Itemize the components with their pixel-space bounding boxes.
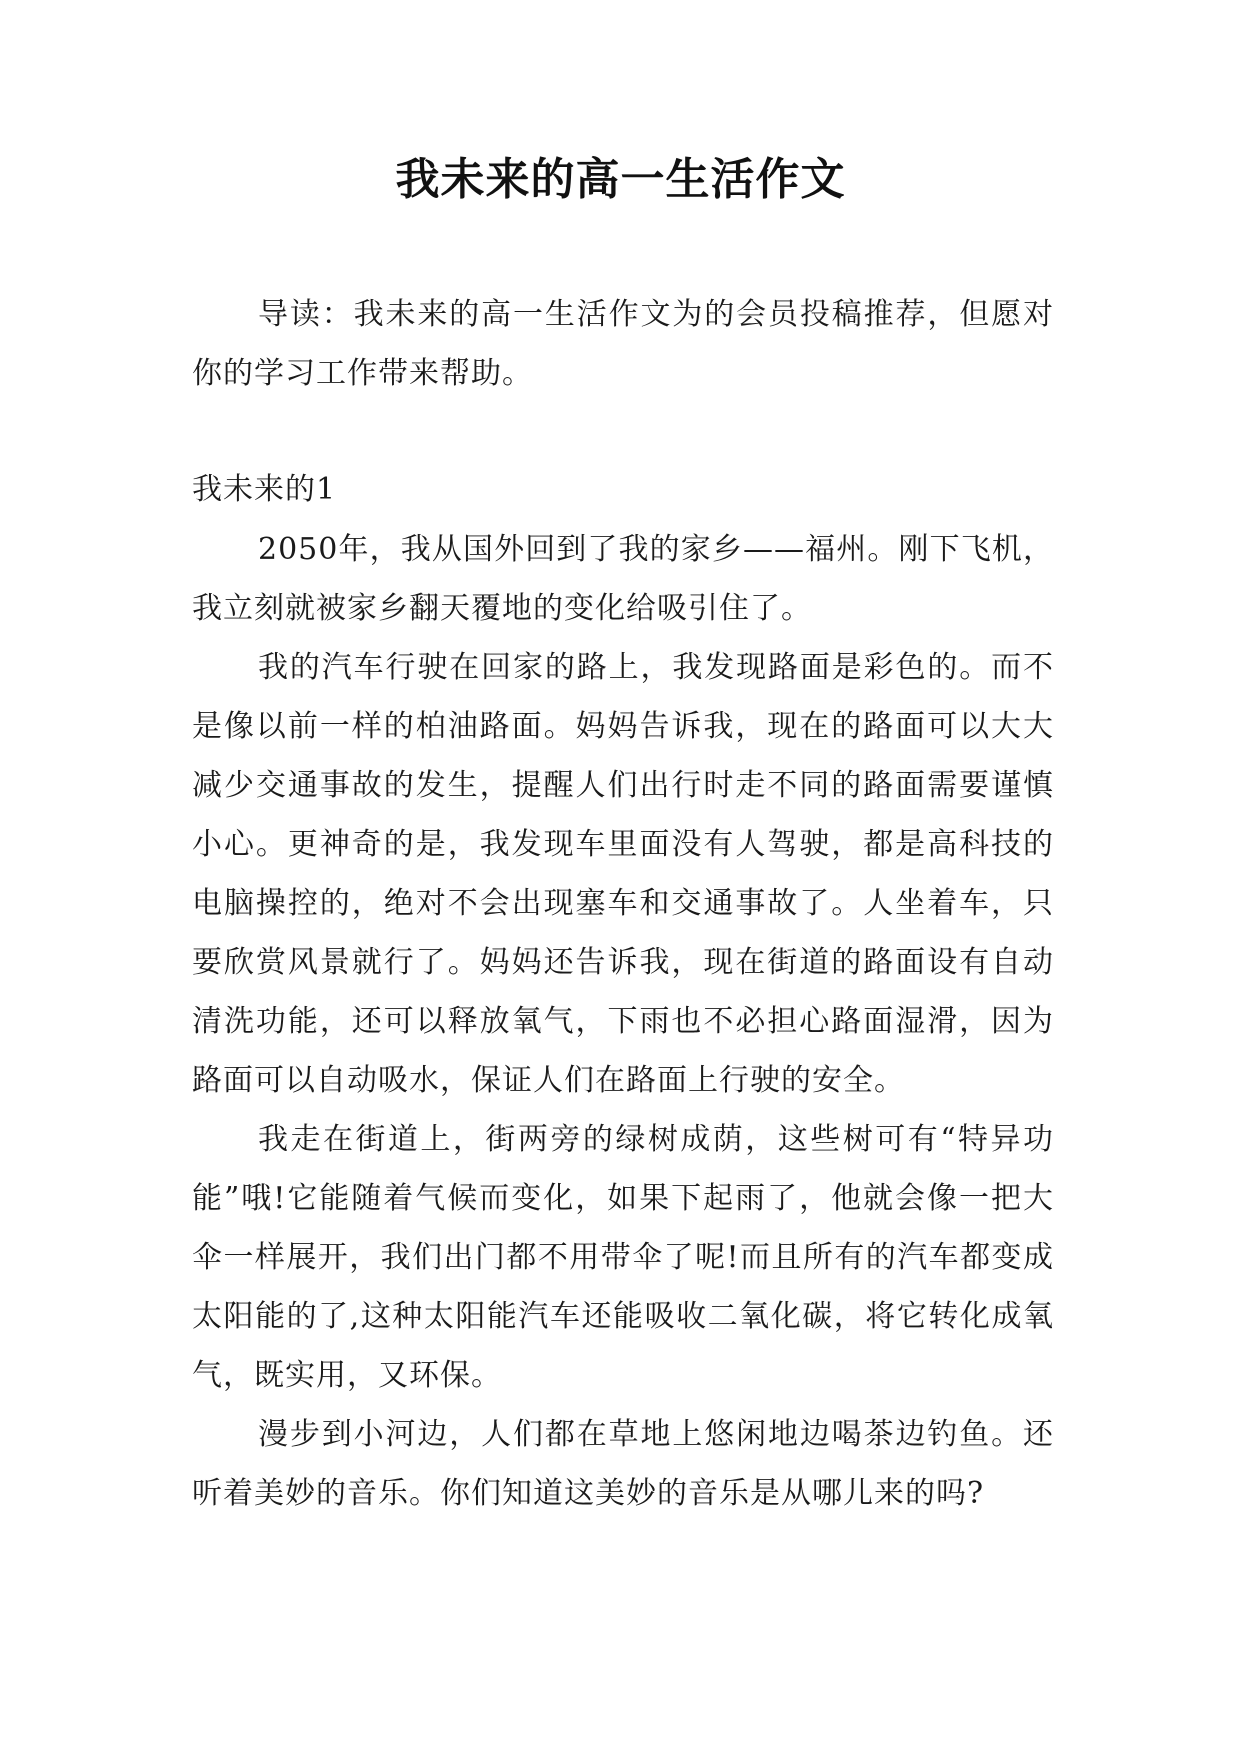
intro-text: 导读：我未来的高一生活作文为的会员投稿推荐，但愿对你的学习工作带来帮助。: [192, 297, 1054, 391]
page-title: 我未来的高一生活作文: [395, 154, 846, 205]
intro-paragraph: [192, 285, 1054, 403]
essay-body: [192, 520, 1054, 1523]
essay-paragraph: 2050年，我从国外回到了我的家乡——福州。刚下飞机，我立刻就被家乡翻天覆地的变化给吸引住了。: [192, 532, 1054, 626]
section-heading-block: [192, 460, 1054, 519]
essay-paragraph: 我的汽车行驶在回家的路上，我发现路面是彩色的。而不是像以前一样的柏油路面。妈妈告诉我，现在的路面可以大大减少交通事故的发生，提醒人们出行时走不同的路面需要谨慎小心。更神奇的是，我发现车里面没有人驾驶，都是高科技的电脑操控的，绝对不会出现塞车和交通事故了。人坐着车，只要欣赏风景就行了。妈妈还告诉我，现在街道的路面设有自动清洗功能，还可以释放氧气，下雨也不必担心路面湿滑，因为路面可以自动吸水，保证人们在路面上行驶的安全。: [192, 650, 1054, 1098]
essay-paragraph: 我走在街道上，街两旁的绿树成荫，这些树可有“特异功能”哦!它能随着气候而变化，如果下起雨了，他就会像一把大伞一样展开，我们出门都不用带伞了呢!而且所有的汽车都变成太阳能的了,这种太阳能汽车还能吸收二氧化碳，将它转化成氧气，既实用，又环保。: [192, 1122, 1054, 1393]
section-heading: 我未来的1: [192, 472, 337, 507]
essay-paragraph: 漫步到小河边，人们都在草地上悠闲地边喝茶边钓鱼。还听着美妙的音乐。你们知道这美妙的音乐是从哪儿来的吗?: [192, 1417, 1054, 1511]
